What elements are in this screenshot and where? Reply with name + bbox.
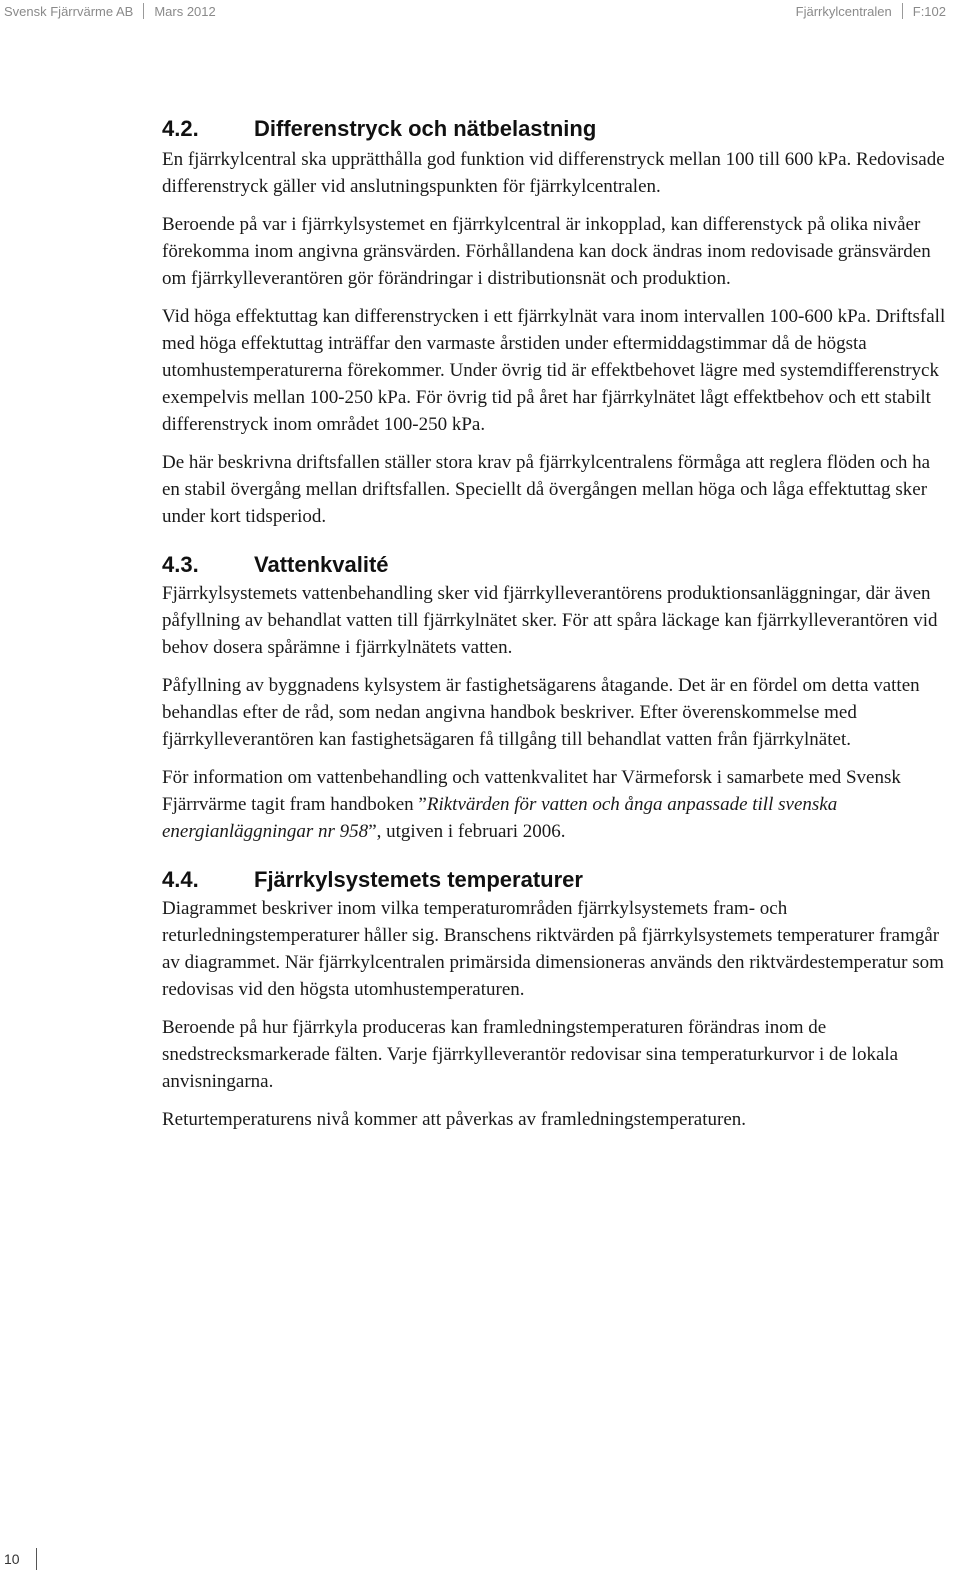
header-doc-title: Fjärrkylcentralen — [795, 3, 892, 19]
section-number: 4.3. — [162, 552, 199, 577]
section-title: Vattenkvalité — [254, 552, 389, 577]
paragraph: Beroende på hur fjärrkyla produceras kan framledningstemperaturen förändras inom de snedstrecksmarkerade fälten. Varje fjärrkylleverantör redovisar sina temperaturkurvor i de lokala anvisningarna. — [162, 1017, 899, 1092]
paragraph: Beroende på var i fjärrkylsystemet en fjärrkylcentral är inkopplad, kan differenstyck på olika nivåer förekomma inom angivna gränsvärden. Förhållandena kan dock ändras inom redovisade gränsvärden om fjärrkylleverantören gör förändringar i distributionsnät och produktion. — [162, 214, 931, 289]
footer-separator — [36, 1548, 37, 1570]
paragraph: Diagrammet beskriver inom vilka temperaturområden fjärrkylsystemets fram- och returledningstemperaturer håller sig. Branschens riktvärden på fjärrkylsystemets temperaturer framgår av diagrammet. När fjärrkylcentralen primärsida dimensioneras används den riktvärdestemperatur som redovisas vid den högsta utomhustemperaturen. — [162, 898, 944, 1000]
section-heading — [162, 114, 952, 144]
section-title: Differenstryck och nätbelastning — [254, 116, 597, 141]
header-right — [796, 3, 946, 19]
paragraph: Vid höga effektuttag kan differenstrycken i ett fjärrkylnät vara inom intervallen 100-600 kPa. Driftsfall med höga effektuttag inträffar den varmaste årstiden under eftermiddagstimmar då de högsta utomhustemperaturerna förekommer. Under övrig tid är effektbehovet lägre med systemdifferenstryck exempelvis mellan 100-250 kPa. För övrig tid på året har fjärrkylnätet lågt effektbehov och ett stabilt differenstryck inom området 100-250 kPa. — [162, 306, 946, 435]
reference-text-before: För information om vattenbehandling och vattenkvalitet har Värmeforsk i samarbete med Svensk Fjärrvärme tagit fram handboken ” — [162, 767, 901, 815]
header-left — [4, 3, 216, 19]
document-body — [162, 114, 952, 1133]
section-number: 4.2. — [162, 116, 199, 141]
header-date: Mars 2012 — [154, 3, 216, 19]
section-heading — [162, 550, 952, 580]
header-separator — [902, 3, 903, 19]
header-separator — [143, 3, 144, 19]
paragraph: En fjärrkylcentral ska upprätthålla god funktion vid differenstryck mellan 100 till 600 kPa. Redovisade differenstryck gäller vid anslutningspunkten för fjärrkylcentralen. — [162, 149, 945, 197]
section-number: 4.4. — [162, 867, 199, 892]
page-number: 10 — [4, 1551, 20, 1567]
page-footer — [4, 1548, 37, 1570]
header-doc-ref: F:102 — [912, 3, 946, 19]
section-title: Fjärrkylsystemets temperaturer — [254, 867, 583, 892]
page-header — [0, 3, 952, 23]
section-heading — [162, 865, 952, 895]
paragraph: Returtemperaturens nivå kommer att påverkas av framledningstemperaturen. — [162, 1109, 747, 1130]
reference-paragraph — [162, 764, 952, 845]
paragraph: De här beskrivna driftsfallen ställer stora krav på fjärrkylcentralens förmåga att reglera flöden och ha en stabil övergång mellan driftsfallen. Speciellt då övergången mellan höga och låga effektuttag sker under kort tidsperiod. — [162, 452, 931, 527]
reference-text-after: ”, utgiven i februari 2006. — [368, 821, 566, 842]
paragraph: Fjärrkylsystemets vattenbehandling sker vid fjärrkylleverantörens produktionsanläggningar, där även påfyllning av behandlat vatten till fjärrkylnätet sker. För att spåra läckage kan fjärrkylleverantören vid behov dosera spårämne i fjärrkylnätets vatten. — [162, 583, 938, 658]
handbook-title: Riktvärden för vatten och ånga anpassade till svenska energianläggningar nr 958 — [162, 794, 838, 842]
header-org: Svensk Fjärrvärme AB — [4, 3, 134, 19]
paragraph: Påfyllning av byggnadens kylsystem är fastighetsägarens åtagande. Det är en fördel om detta vatten behandlas efter de råd, som nedan angivna handbok beskriver. Efter överenskommelse med fjärrkylleverantören kan fastighetsägaren få tillgång till behandlat vatten från fjärrkylnätet. — [162, 675, 920, 750]
